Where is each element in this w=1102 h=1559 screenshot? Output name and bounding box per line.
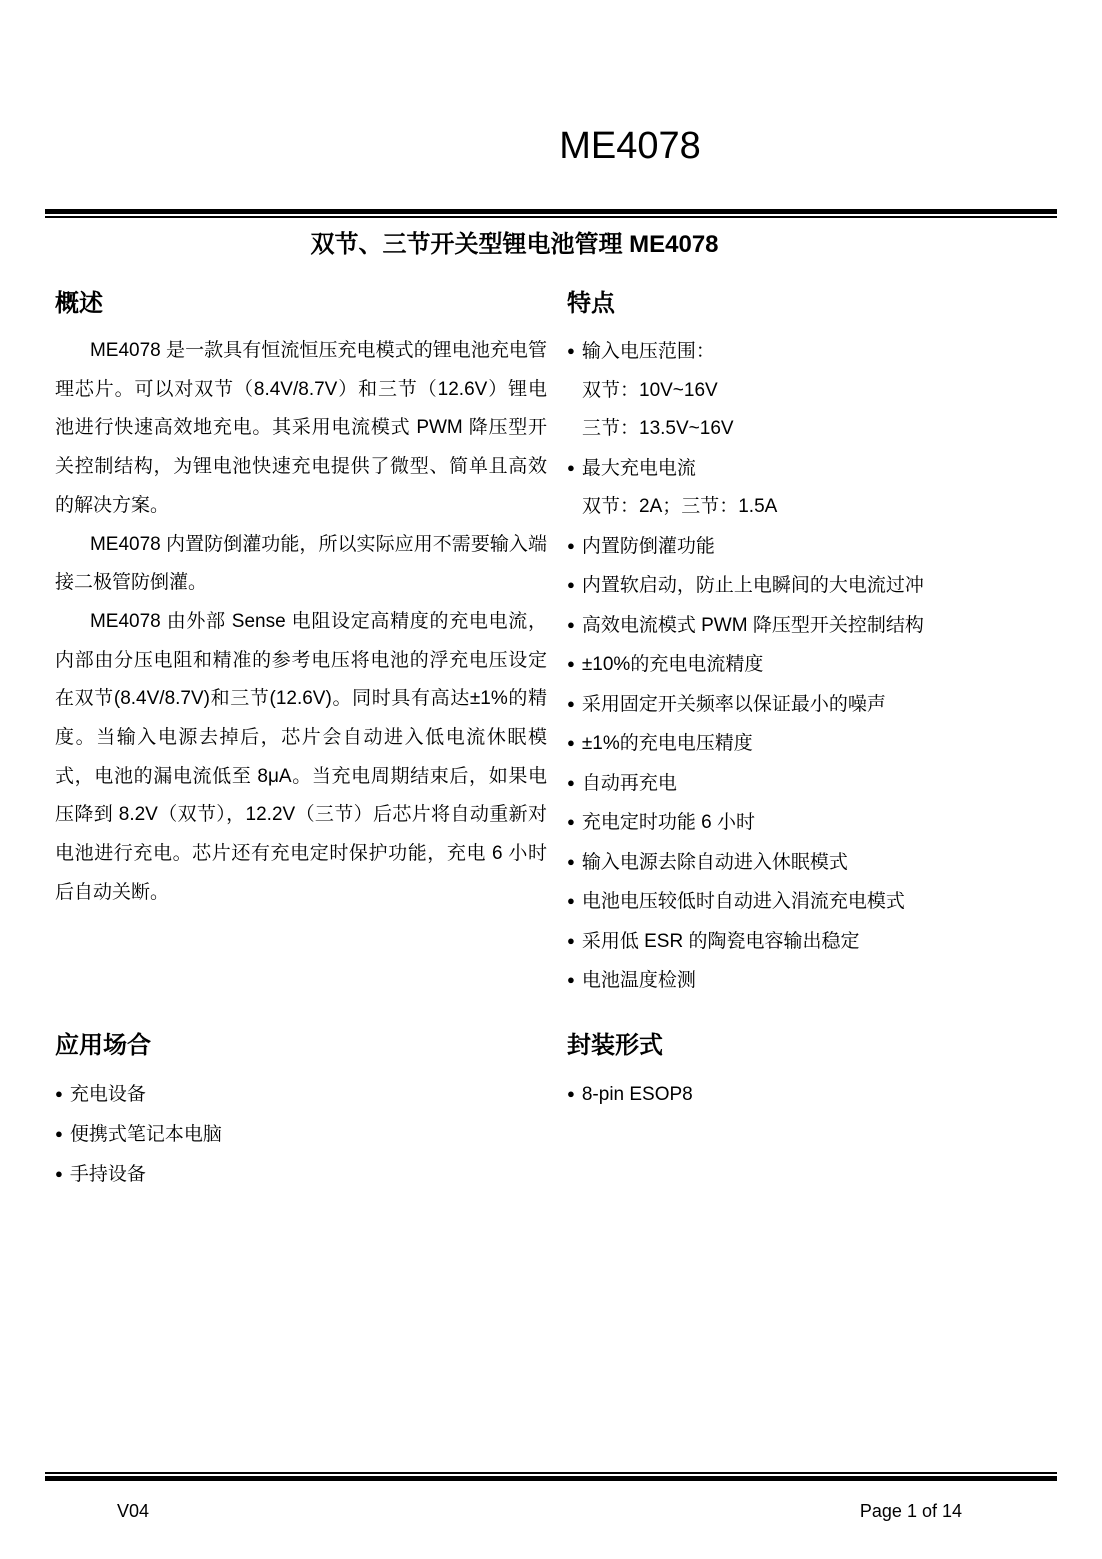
application-text: 充电设备: [69, 1084, 146, 1105]
package-section: [567, 1030, 1053, 1114]
feature-text: 充电定时功能 6 小时: [581, 812, 755, 833]
overview-section: [55, 288, 547, 913]
feature-text: 双节：10V~16V: [582, 379, 718, 401]
feature-item: [567, 332, 1053, 372]
applications-heading: 应用场合: [55, 1032, 151, 1059]
application-item: [55, 1154, 547, 1194]
feature-item: [567, 449, 1053, 489]
feature-text: 自动再充电: [581, 772, 677, 794]
bullet-icon: ●: [567, 853, 575, 869]
feature-item: [567, 410, 1053, 449]
features-heading: 特点: [567, 290, 615, 317]
feature-item: [567, 961, 1053, 1001]
feature-text: 采用固定开关频率以保证最小的噪声: [581, 693, 886, 715]
page-title: ME4078: [559, 125, 701, 167]
feature-item: [567, 372, 1053, 411]
bullet-icon: ●: [567, 1086, 575, 1101]
feature-item: [567, 606, 1053, 646]
overview-paragraph: ME4078 由外部 Sense 电阻设定高精度的充电电流，内部由分压电阻和精准的参考电压将电池的浮充电压设定在双节(8.4V/8.7V)和三节(12.6V)。同时具有高达±1%的精度。当输入电源去掉后，芯片会自动进入低电流休眠模式，电池的漏电流低至 8μA。当充电周期结束后，如果电压降到 8.2V（双节），12.2V（三节）后芯片将自动重新对电池进行充电。芯片还有充电定时保护功能，充电 6 小时后自动关断。: [55, 610, 547, 903]
feature-item: [567, 843, 1053, 883]
feature-item: [567, 764, 1053, 804]
feature-text: 内置防倒灌功能: [581, 535, 715, 557]
footer: [55, 1498, 1050, 1524]
bullet-icon: ●: [567, 459, 575, 475]
bullet-icon: ●: [567, 774, 575, 790]
footer-rule: [45, 1472, 1057, 1481]
feature-text: 内置软启动，防止上电瞬间的大电流过冲: [581, 575, 924, 596]
overview-heading: 概述: [55, 290, 103, 317]
feature-item: [567, 566, 1053, 606]
bullet-icon: ●: [55, 1166, 63, 1181]
doc-subtitle: 双节、三节开关型锂电池管理 ME4078: [310, 231, 719, 258]
feature-item: [567, 882, 1053, 922]
bullet-icon: ●: [567, 343, 575, 358]
bullet-icon: ●: [55, 1126, 63, 1141]
bullet-icon: ●: [567, 814, 575, 829]
feature-item: [567, 645, 1053, 685]
package-item: [567, 1074, 1053, 1114]
header-rule: [45, 209, 1057, 218]
feature-text: 输入电压范围：: [581, 341, 715, 362]
application-text: 便携式笔记本电脑: [69, 1124, 222, 1145]
feature-text: ±1%的充电电压精度: [581, 733, 753, 754]
feature-text: 最大充电电流: [581, 457, 696, 479]
bullet-icon: ●: [567, 656, 575, 671]
footer-version: V04: [117, 1501, 150, 1521]
bullet-icon: ●: [567, 695, 575, 711]
application-item: [55, 1074, 547, 1114]
feature-text: ±10%的充电电流精度: [581, 654, 764, 675]
bullet-icon: ●: [567, 577, 575, 592]
feature-text: 输入电源去除自动进入休眠模式: [581, 851, 848, 873]
feature-item: [567, 685, 1053, 725]
application-text: 手持设备: [69, 1164, 146, 1185]
feature-item: [567, 922, 1053, 962]
package-text: 8-pin ESOP8: [581, 1084, 693, 1105]
feature-text: 采用低 ESR 的陶瓷电容输出稳定: [581, 930, 860, 952]
feature-item: [567, 527, 1053, 567]
feature-item: [567, 803, 1053, 843]
bullet-icon: ●: [567, 893, 575, 908]
bullet-icon: ●: [567, 616, 575, 632]
bullet-icon: ●: [55, 1086, 63, 1101]
feature-text: 高效电流模式 PWM 降压型开关控制结构: [581, 614, 924, 636]
bullet-icon: ●: [567, 972, 575, 987]
bullet-icon: ●: [567, 537, 575, 553]
feature-text: 电池温度检测: [581, 970, 696, 991]
feature-item: [567, 488, 1053, 527]
bullet-icon: ●: [567, 932, 575, 948]
applications-section: [55, 1030, 547, 1194]
bullet-icon: ●: [567, 735, 575, 750]
feature-item: [567, 724, 1053, 764]
feature-text: 三节：13.5V~16V: [582, 418, 734, 439]
features-section: [567, 288, 1053, 1001]
overview-paragraph: ME4078 是一款具有恒流恒压充电模式的锂电池充电管理芯片。可以对双节（8.4V/8.7V）和三节（12.6V）锂电池进行快速高效地充电。其采用电流模式 PWM 降压型开关控制结构，为锂电池快速充电提供了微型、简单且高效的解决方案。: [55, 340, 547, 516]
application-item: [55, 1114, 547, 1154]
feature-text: 双节：2A；三节：1.5A: [582, 496, 778, 517]
footer-page-number: Page 1 of 14: [859, 1501, 962, 1521]
feature-text: 电池电压较低时自动进入涓流充电模式: [581, 891, 905, 912]
package-heading: 封装形式: [567, 1032, 663, 1059]
overview-paragraph: ME4078 内置防倒灌功能，所以实际应用不需要输入端接二极管防倒灌。: [55, 533, 547, 594]
